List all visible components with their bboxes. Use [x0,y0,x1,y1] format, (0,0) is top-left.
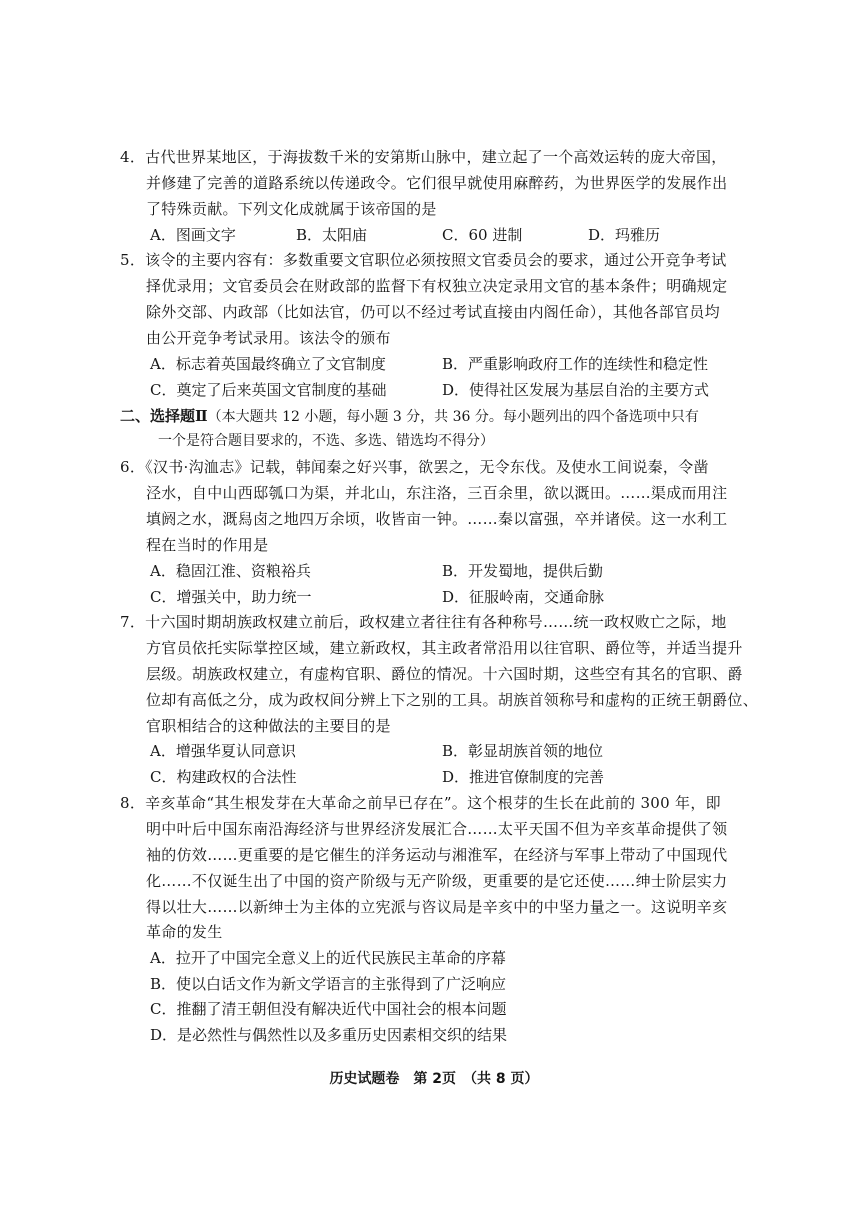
question-4-line: 4．古代世界某地区，于海拔数千米的安第斯山脉中，建立起了一个高效运转的庞大帝国， [120,148,727,166]
question-7-line: 7．十六国时期胡族政权建立前后，政权建立者往往有各种称号……统一政权败亡之际，地 [120,613,727,631]
question-8-line: 明中叶后中国东南沿海经济与世界经济发展汇合……太平天国不但为辛亥革命提供了领 [146,820,728,838]
question-7-line: 层级。胡族政权建立，有虚构官职、爵位的情况。十六国时期，这些空有其名的官职、爵 [146,665,743,683]
question-5-line: 5．该令的主要内容有：多数重要文官职位必须按照文官委员会的要求，通过公开竞争考试 [120,251,727,269]
question-8-option-c: C．推翻了清王朝但没有解决近代中国社会的根本问题 [150,1000,507,1018]
question-7-option-b: B．彰显胡族首领的地位 [442,742,604,760]
question-4-line: 并修建了完善的道路系统以传递政令。它们很早就使用麻醉药，为世界医学的发展作出 [146,174,728,192]
question-8-line: 8．辛亥革命“其生根发芽在大革命之前早已存在”。这个根芽的生长在此前的 300 年，即 [120,794,721,812]
question-7-line: 方官员依托实际掌控区域，建立新政权，其主政者常沿用以往官职、爵位等，并适当提升 [146,639,743,657]
question-4-option-b: B．太阳庙 [296,226,368,244]
question-8-option-a: A．拉开了中国完全意义上的近代民族民主革命的序幕 [150,949,506,967]
question-5-option-b: B．严重影响政府工作的连续性和稳定性 [442,355,709,373]
question-6-option-d: D．征服岭南，交通命脉 [442,588,605,606]
question-6-line: 泾水，自中山西邸瓠口为渠，并北山，东注洛，三百余里，欲以溉田。……渠成而用注 [146,484,728,502]
question-4-option-c: C．60 进制 [442,226,523,244]
question-8-line: 化……不仅诞生出了中国的资产阶级与无产阶级，更重要的是它还使……绅士阶层实力 [146,872,728,890]
question-8-line: 革命的发生 [146,923,223,941]
question-6-option-a: A．稳固江淮、资粮裕兵 [150,562,311,580]
question-6-line: 6．《汉书·沟洫志》记载，韩闻秦之好兴事，欲罢之，无令东伐。及使水工间说秦，令凿 [120,458,709,476]
section-2-description: （本大题共 12 小题，每小题 3 分，共 36 分。每小题列出的四个备选项中只有 [207,409,699,425]
question-6-line: 程在当时的作用是 [146,536,269,554]
question-6-option-c: C．增强关中，助力统一 [150,588,312,606]
question-6-line: 填阏之水，溉舄卤之地四万余顷，收皆亩一钟。……秦以富强，卒并诸侯。这一水利工 [146,510,728,528]
question-7-option-a: A．增强华夏认同意识 [150,742,296,760]
question-8-line: 袖的仿效……更重要的是它催生的洋务运动与湘淮军，在经济与军事上带动了中国现代 [146,846,728,864]
question-6-option-b: B．开发蜀地，提供后勤 [442,562,604,580]
question-5-line: 除外交部、内政部（比如法官，仍可以不经过考试直接由内阁任命），其他各部官员均 [146,303,720,321]
question-8-option-d: D．是必然性与偶然性以及多重历史因素相交织的结果 [150,1026,508,1044]
question-4-option-a: A．图画文字 [150,226,236,244]
question-4-line: 了特殊贡献。下列文化成就属于该帝国的是 [146,200,437,218]
question-7-line: 官职相结合的这种做法的主要目的是 [146,717,391,735]
question-8-line: 得以壮大……以新绅士为主体的立宪派与咨议局是辛亥中的中坚力量之一。这说明辛亥 [146,898,728,916]
question-7-option-d: D．推进官僚制度的完善 [442,768,605,786]
question-5-option-c: C．奠定了后来英国文官制度的基础 [150,381,387,399]
question-5-line: 择优录用；文官委员会在财政部的监督下有权独立决定录用文官的基本条件；明确规定 [146,277,728,295]
question-5-option-d: D．使得社区发展为基层自治的主要方式 [442,381,710,399]
question-7-line: 位却有高低之分，成为政权间分辨上下之别的工具。胡族首领称号和虚构的正统王朝爵位、 [146,691,759,709]
question-5-option-a: A．标志着英国最终确立了文官制度 [150,355,386,373]
question-4-option-d: D．玛雅历 [588,226,661,244]
question-7-option-c: C．构建政权的合法性 [150,768,297,786]
page-footer: 历史试题卷 第 2页 （共 8 页） [329,1071,539,1087]
question-8-option-b: B．使以白话文作为新文学语言的主张得到了广泛响应 [150,975,507,993]
section-2-description-cont: 一个是符合题目要求的，不选、多选、错选均不得分） [158,433,494,449]
question-5-line: 由公开竞争考试录用。该法令的颁布 [146,329,391,347]
section-2-title: 二、选择题Ⅱ [120,407,208,425]
